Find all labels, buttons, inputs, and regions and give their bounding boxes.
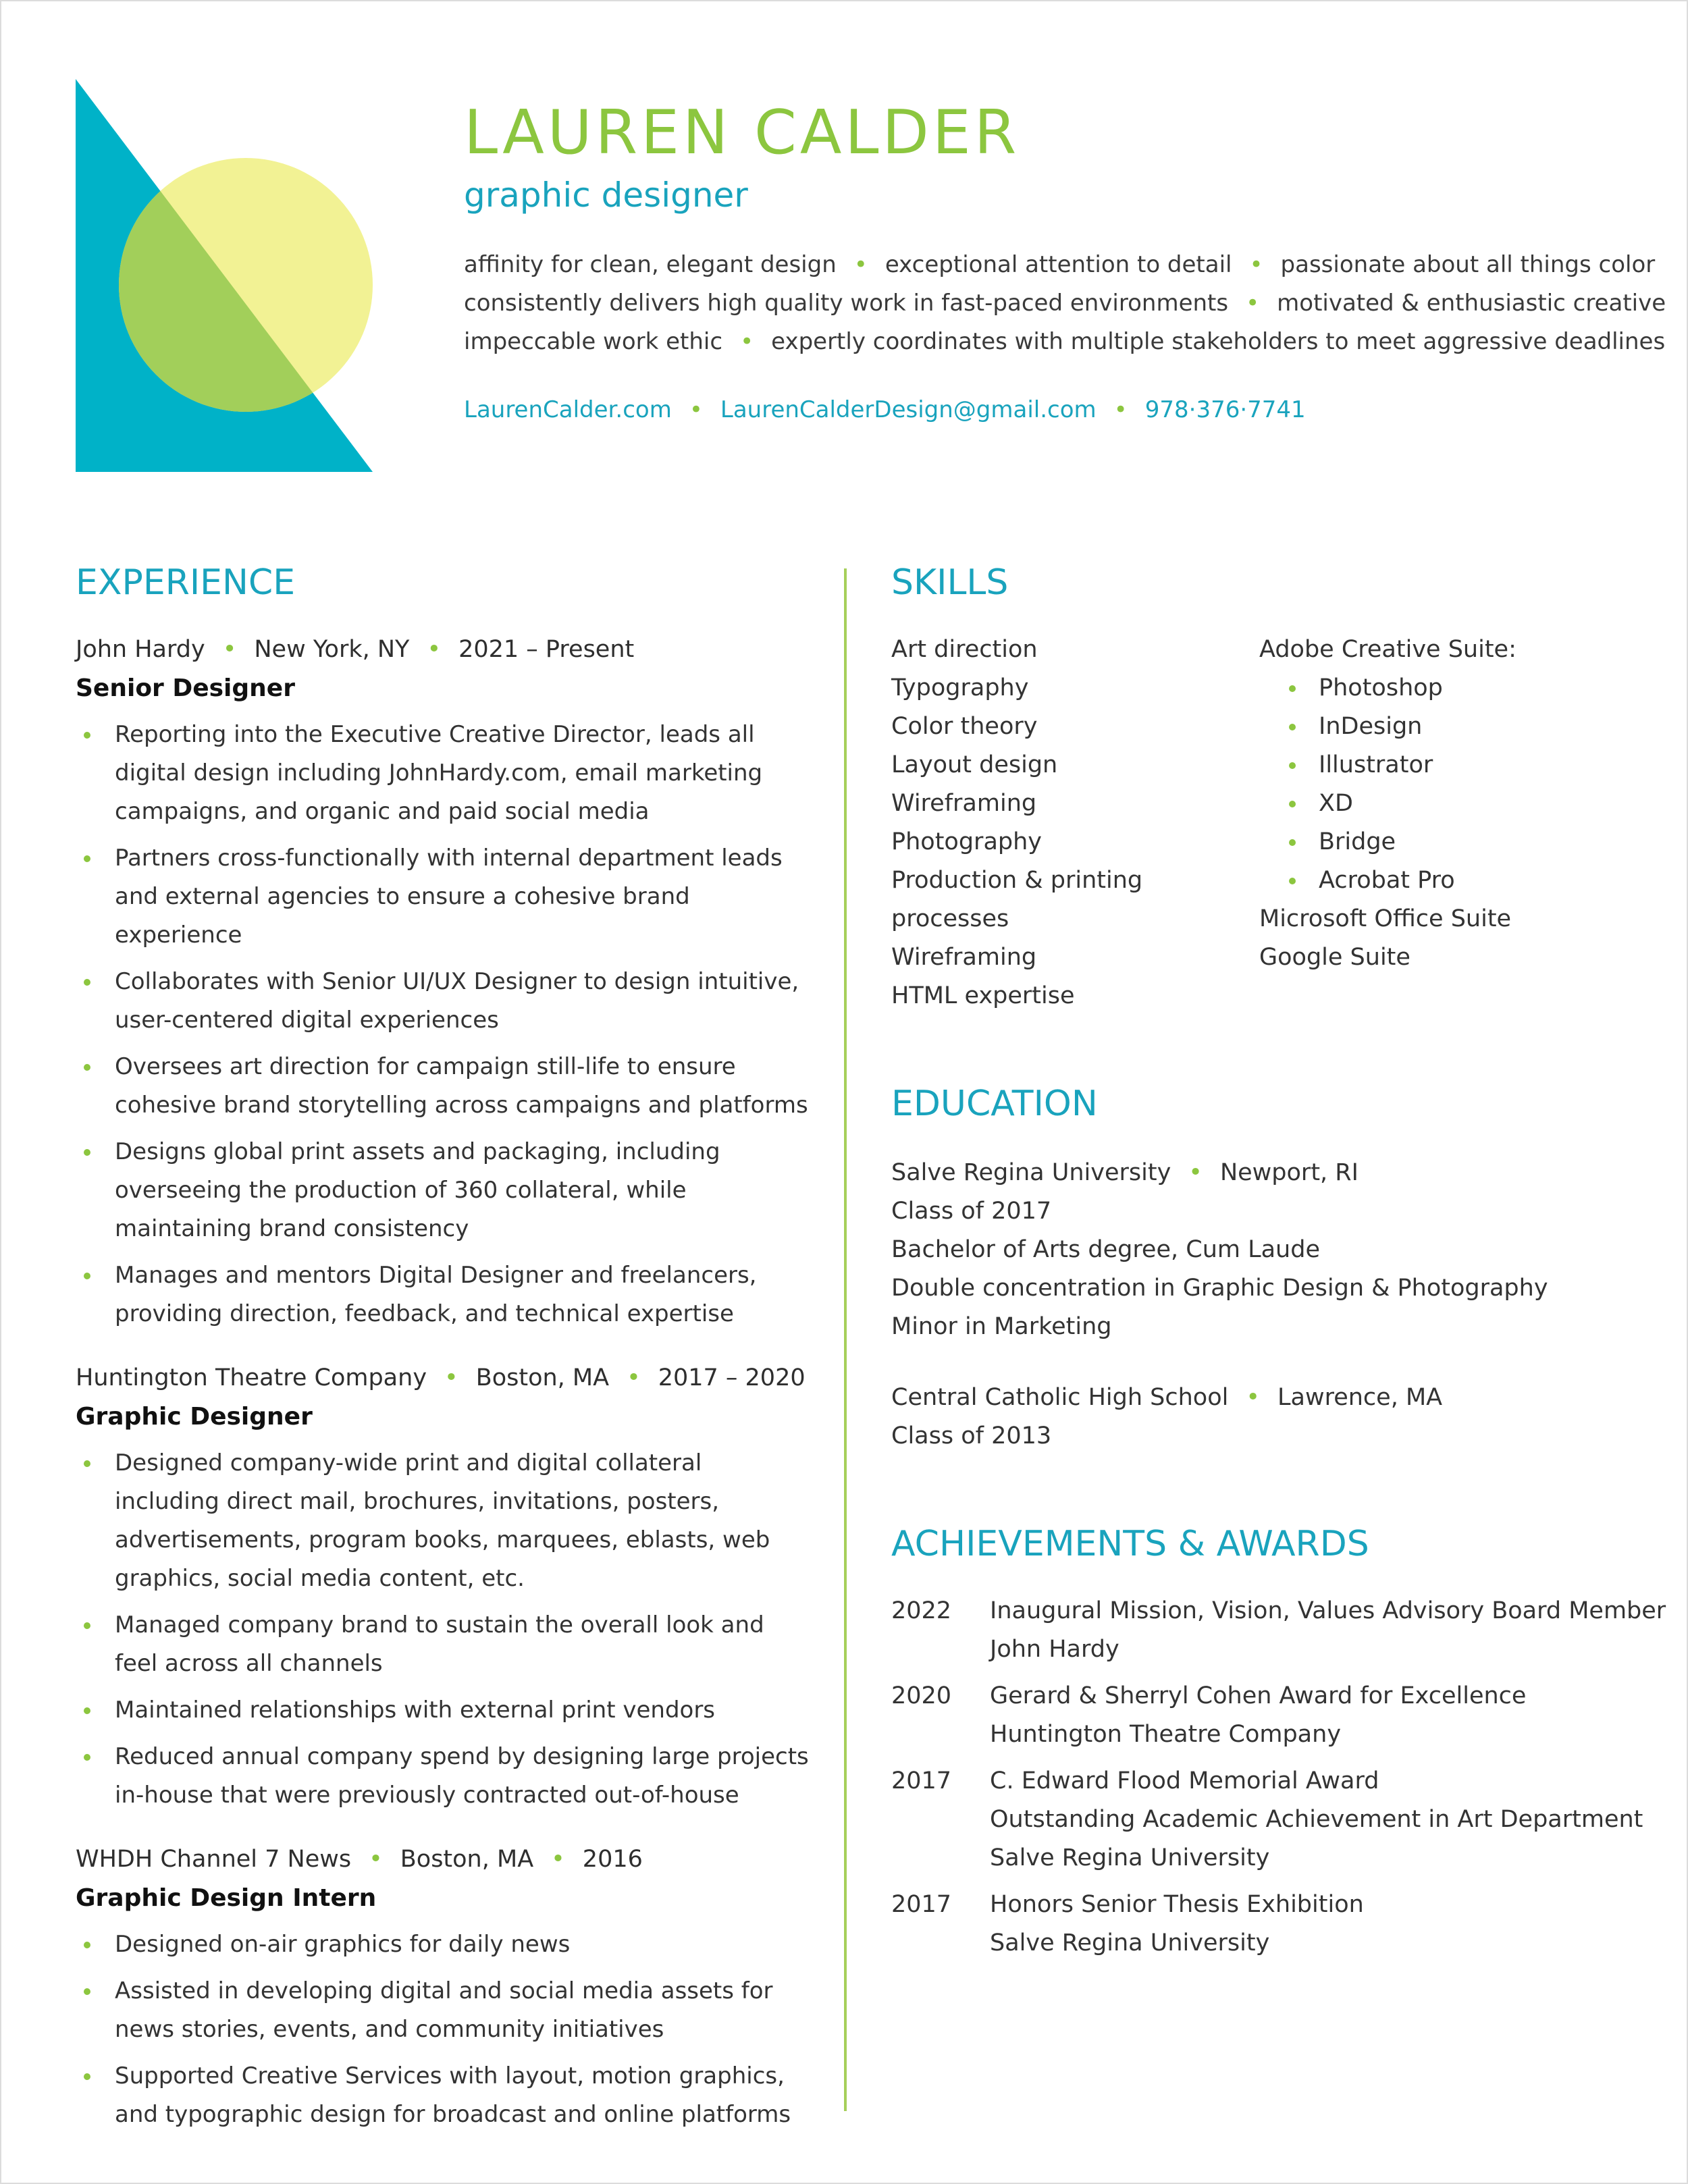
job-bullets — [76, 1444, 812, 1815]
bullet-item: Assisted in developing digital and social media assets for news stories, events, and community initiatives — [76, 1972, 812, 2049]
trait-list — [464, 246, 1666, 361]
education-heading: EDUCATION — [891, 1084, 1098, 1125]
adobe-suite-label: Adobe Creative Suite: — [1259, 636, 1516, 664]
award-year: 2022 — [891, 1597, 952, 1625]
right-column — [891, 562, 1666, 1971]
education-detail: Class of 2017 — [891, 1197, 1052, 1225]
skills-list — [891, 631, 1627, 1015]
skill-item: Typography — [891, 674, 1029, 702]
school-location: Lawrence, MA — [1277, 1383, 1443, 1411]
experience-section — [76, 562, 812, 2142]
adobe-skill-item: Bridge — [1259, 823, 1627, 861]
skill-item: Color theory — [891, 713, 1038, 741]
skill-item: Production & printing processes — [891, 867, 1143, 933]
bullet-item: Reporting into the Executive Creative Director, leads all digital design including JohnHardy.com, email marketing campaigns, and organic and paid social media — [76, 716, 812, 831]
award-year: 2020 — [891, 1682, 952, 1710]
education-detail: Class of 2013 — [891, 1422, 1052, 1449]
bullet-item: Partners cross-functionally with internal department leads and external agencies to ensure a cohesive brand experience — [76, 839, 812, 955]
award-line: Salve Regina University — [990, 1844, 1270, 1872]
candidate-name: LAUREN CALDER — [464, 97, 1020, 168]
job-entry — [76, 631, 812, 1333]
job-entry — [76, 1359, 812, 1815]
school-location: Newport, RI — [1219, 1158, 1359, 1186]
job-bullets — [76, 716, 812, 1333]
skill-item: Wireframing — [891, 944, 1037, 971]
award-year: 2017 — [891, 1767, 952, 1795]
award-line: Huntington Theatre Company — [990, 1721, 1342, 1749]
award-line: Honors Senior Thesis Exhibition — [990, 1891, 1364, 1919]
school-name: Central Catholic High School — [891, 1383, 1229, 1411]
adobe-skill-item: Photoshop — [1259, 669, 1627, 708]
award-entry — [891, 1762, 1643, 1877]
job-dates: 2016 — [582, 1846, 643, 1873]
trait: passionate about all things color — [1280, 251, 1656, 278]
skill-item: Layout design — [891, 751, 1058, 779]
job-dates: 2021 – Present — [458, 636, 635, 664]
skill-item: Microsoft Office Suite — [1259, 905, 1512, 933]
awards-list — [891, 1592, 1666, 1963]
skill-item: Art direction — [891, 636, 1038, 664]
trait-line: affinity for clean, elegant design • exceptional attention to detail • passionate about all things color — [464, 251, 1656, 278]
trait-line: consistently delivers high quality work in fast-paced environments • motivated & enthusiastic creative — [464, 290, 1666, 317]
award-entry — [891, 1592, 1666, 1669]
phone-number[interactable]: 978·376·7741 — [1144, 396, 1306, 423]
job-company: Huntington Theatre Company — [76, 1364, 427, 1392]
bullet-item: Manages and mentors Digital Designer and freelancers, providing direction, feedback, and technical expertise — [76, 1256, 812, 1333]
education-detail: Bachelor of Arts degree, Cum Laude — [891, 1235, 1320, 1263]
skill-item: Photography — [891, 828, 1043, 856]
email-link[interactable]: LaurenCalderDesign@gmail.com — [720, 396, 1097, 423]
logo-graphic — [76, 79, 373, 472]
bullet-item: Supported Creative Services with layout, motion graphics, and typographic design for broadcast and online platforms — [76, 2057, 812, 2134]
job-location: Boston, MA — [475, 1364, 610, 1392]
adobe-skill-item: Acrobat Pro — [1259, 861, 1627, 900]
award-entry — [891, 1886, 1627, 1963]
awards-heading: ACHIEVEMENTS & AWARDS — [891, 1523, 1369, 1564]
skill-item: Google Suite — [1259, 944, 1410, 971]
adobe-skill-item: Illustrator — [1259, 746, 1627, 784]
column-divider — [844, 568, 847, 2111]
job-company: WHDH Channel 7 News — [76, 1846, 352, 1873]
candidate-title: graphic designer — [464, 176, 748, 215]
header — [464, 97, 1666, 423]
award-line: Outstanding Academic Achievement in Art Department — [990, 1806, 1643, 1834]
job-meta: Huntington Theatre Company • Boston, MA • 2017 – 2020 — [76, 1364, 806, 1392]
bullet-item: Designed company-wide print and digital collateral including direct mail, brochures, invitations, posters, advertisements, program books, marquees, eblasts, web graphics, social media content, etc. — [76, 1444, 812, 1598]
job-meta: John Hardy • New York, NY • 2021 – Present — [76, 636, 635, 664]
trait: impeccable work ethic — [464, 328, 723, 355]
award-line: Inaugural Mission, Vision, Values Advisory Board Member — [990, 1597, 1666, 1625]
trait-line: impeccable work ethic • expertly coordinates with multiple stakeholders to meet aggressive deadlines — [464, 328, 1666, 355]
experience-heading: EXPERIENCE — [76, 562, 296, 603]
job-bullets — [76, 1925, 812, 2134]
school-name: Salve Regina University — [891, 1158, 1171, 1186]
skills-column-left — [891, 631, 1259, 1015]
bullet-item: Collaborates with Senior UI/UX Designer to design intuitive, user-centered digital experiences — [76, 963, 812, 1040]
bullet-item: Maintained relationships with external print vendors — [76, 1691, 812, 1730]
skills-heading: SKILLS — [891, 562, 1009, 603]
award-entry — [891, 1677, 1627, 1754]
education-detail: Minor in Marketing — [891, 1312, 1112, 1340]
award-year: 2017 — [891, 1891, 952, 1919]
bullet-item: Reduced annual company spend by designing large projects in-house that were previously contracted out-of-house — [76, 1738, 812, 1815]
contact-line: LaurenCalder.com • LaurenCalderDesign@gmail.com • 978·376·7741 — [464, 396, 1306, 423]
education-entry — [891, 1379, 1627, 1456]
trait: consistently delivers high quality work in fast-paced environments — [464, 290, 1229, 317]
website-link[interactable]: LaurenCalder.com — [464, 396, 672, 423]
skills-column-right — [1259, 631, 1627, 1015]
job-entry — [76, 1840, 812, 2134]
job-company: John Hardy — [76, 636, 205, 664]
job-title: Senior Designer — [76, 674, 295, 703]
education-detail: Double concentration in Graphic Design & Photography — [891, 1274, 1548, 1302]
award-line: John Hardy — [990, 1636, 1119, 1663]
bullet-item: Designed on-air graphics for daily news — [76, 1925, 812, 1964]
school-line: Salve Regina University • Newport, RI — [891, 1158, 1359, 1186]
trait: motivated & enthusiastic creative — [1277, 290, 1666, 317]
adobe-skill-item: InDesign — [1259, 708, 1627, 746]
trait: affinity for clean, elegant design — [464, 251, 837, 278]
job-title: Graphic Designer — [76, 1403, 313, 1431]
education-entry — [891, 1154, 1627, 1346]
adobe-skill-item: XD — [1259, 784, 1627, 823]
bullet-item: Oversees art direction for campaign still-life to ensure cohesive brand storytelling across campaigns and platforms — [76, 1048, 812, 1125]
skill-item: Wireframing — [891, 790, 1037, 818]
trait: expertly coordinates with multiple stakeholders to meet aggressive deadlines — [771, 328, 1666, 355]
job-location: Boston, MA — [400, 1846, 534, 1873]
award-line: C. Edward Flood Memorial Award — [990, 1767, 1379, 1795]
job-location: New York, NY — [254, 636, 410, 664]
job-dates: 2017 – 2020 — [658, 1364, 806, 1392]
job-title: Graphic Design Intern — [76, 1884, 377, 1913]
award-line: Gerard & Sherryl Cohen Award for Excellence — [990, 1682, 1527, 1710]
award-line: Salve Regina University — [990, 1929, 1270, 1957]
bullet-item: Designs global print assets and packaging, including overseeing the production of 360 collateral, while maintaining brand consistency — [76, 1133, 812, 1248]
job-meta: WHDH Channel 7 News • Boston, MA • 2016 — [76, 1846, 643, 1873]
bullet-item: Managed company brand to sustain the overall look and feel across all channels — [76, 1606, 812, 1683]
school-line: Central Catholic High School • Lawrence, MA — [891, 1383, 1443, 1411]
trait: exceptional attention to detail — [885, 251, 1232, 278]
skill-item: HTML expertise — [891, 982, 1075, 1010]
